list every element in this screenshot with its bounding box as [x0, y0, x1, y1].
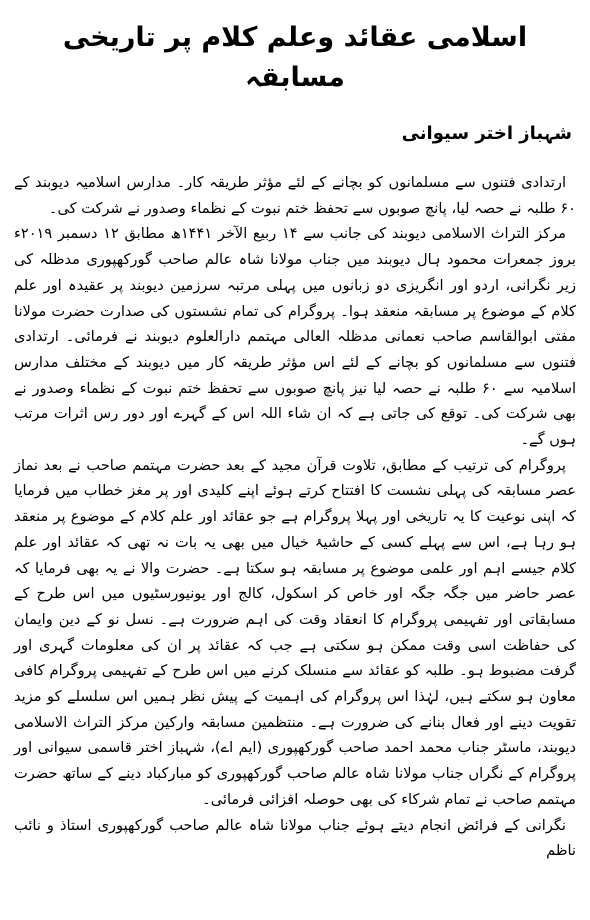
article-byline: شہباز اختر سیوانی [401, 123, 572, 144]
paragraph-summary: ارتدادی فتنوں سے مسلمانوں کو بچانے کے لئے مؤثر طریقہ کار۔ مدارس اسلامیہ دیوبند کے ۶۰ طلبہ نے حصہ لیا، پانچ صوبوں سے تحفظ ختم نبوت کے نظماء وصدور نے شرکت کی۔ [14, 174, 576, 217]
paragraph-event: مرکز التراث الاسلامی دیوبند کی جانب سے ۱۴ ربیع الآخر ۱۴۴۱ھ مطابق ۱۲ دسمبر ۲۰۱۹ء بروز جمعرات محمود ہال دیوبند میں جناب مولانا شاہ عالم صاحب گورکھپوری مدظلہ کی زیر نگرانی، اردو اور انگریزی دو زبانوں میں پہلی مرتبہ سرزمین دیوبند پر عقیدہ اور علم کلام کے موضوع پر مسابقہ منعقد ہوا۔ پروگرام کی تمام نشستوں کی صدارت حضرت مولانا مفتی ابوالقاسم صاحب نعمانی مدظلہ العالی مہتمم دارالعلوم دیوبند نے فرمائی۔ ارتدادی فتنوں سے مسلمانوں کو بچانے کے لئے اس مؤثر طریقہ کار میں دیوبند کے مختلف مدارس اسلامیہ سے ۶۰ طلبہ نے حصہ لیا نیز پانچ صوبوں سے تحفظ ختم نبوت کے نظماء وصدور نے بھی شرکت کی۔ توقع کی جاتی ہے کہ ان شاء اللہ اس کے گہرے اور دور رس اثرات مرتب ہوں گے۔ [14, 225, 576, 449]
article-body [14, 170, 576, 864]
paragraph-program: پروگرام کی ترتیب کے مطابق، تلاوت قرآن مجید کے بعد حضرت مہتمم صاحب نے بعد نماز عصر مسابقہ کی پہلی نشست کا افتتاح کرتے ہوئے اپنے کلیدی اور پر مغز خطاب میں فرمایا کہ اپنی نوعیت کا یہ تاریخی اور پہلا پروگرام ہے جو عقائد اور علم کلام کے موضوع پر منعقد ہو رہا ہے، اس سے پہلے کسی کے حاشیۂ خیال میں بھی یہ بات نہ تھی کہ عقائد اور علم کلام جیسے اہم اور علمی موضوع پر مسابقہ ہو سکتا ہے۔ حضرت والا نے یہ بھی فرمایا کہ عصر حاضر میں جگہ جگہ اور خاص کر اسکول، کالج اور یونیورسٹیوں میں اس طرح کے مسابقاتی اور تفہیمی پروگرام کا انعقاد وقت کی اہم ضرورت ہے۔ نسل نو کے دین وایمان کی حفاظت اسی وقت ممکن ہو سکتی ہے جب کہ عقائد پر ان کی معلومات گہری اور گرفت مضبوط ہو۔ طلبہ کو عقائد سے منسلک کرنے میں اس طرح کے تفہیمی پروگرام کافی معاون ہو سکتے ہیں، لہٰذا اس پروگرام کی اہمیت کے پیش نظر ہمیں اس سلسلے کو مزید تقویت دینے اور فعال بنانے کی ضرورت ہے۔ منتظمین مسابقہ وارکین مرکز التراث الاسلامی دیوبند، ماسٹر جناب محمد احمد صاحب گورکھپوری (ایم اے)، شہباز اختر قاسمی سیوانی اور پروگرام کے نگراں جناب مولانا شاہ عالم صاحب گورکھپوری کو مبارکباد دینے کے ساتھ حضرت مہتمم صاحب نے تمام شرکاء کی بھی حوصلہ افزائی فرمائی۔ [14, 456, 576, 808]
article-headline: اسلامی عقائد وعلم کلام پر تاریخی مسابقہ [62, 22, 528, 93]
paragraph-closing: نگرانی کے فرائض انجام دیتے ہوئے جناب مولانا شاہ عالم صاحب گورکھپوری استاذ و نائب ناظم [14, 816, 576, 860]
